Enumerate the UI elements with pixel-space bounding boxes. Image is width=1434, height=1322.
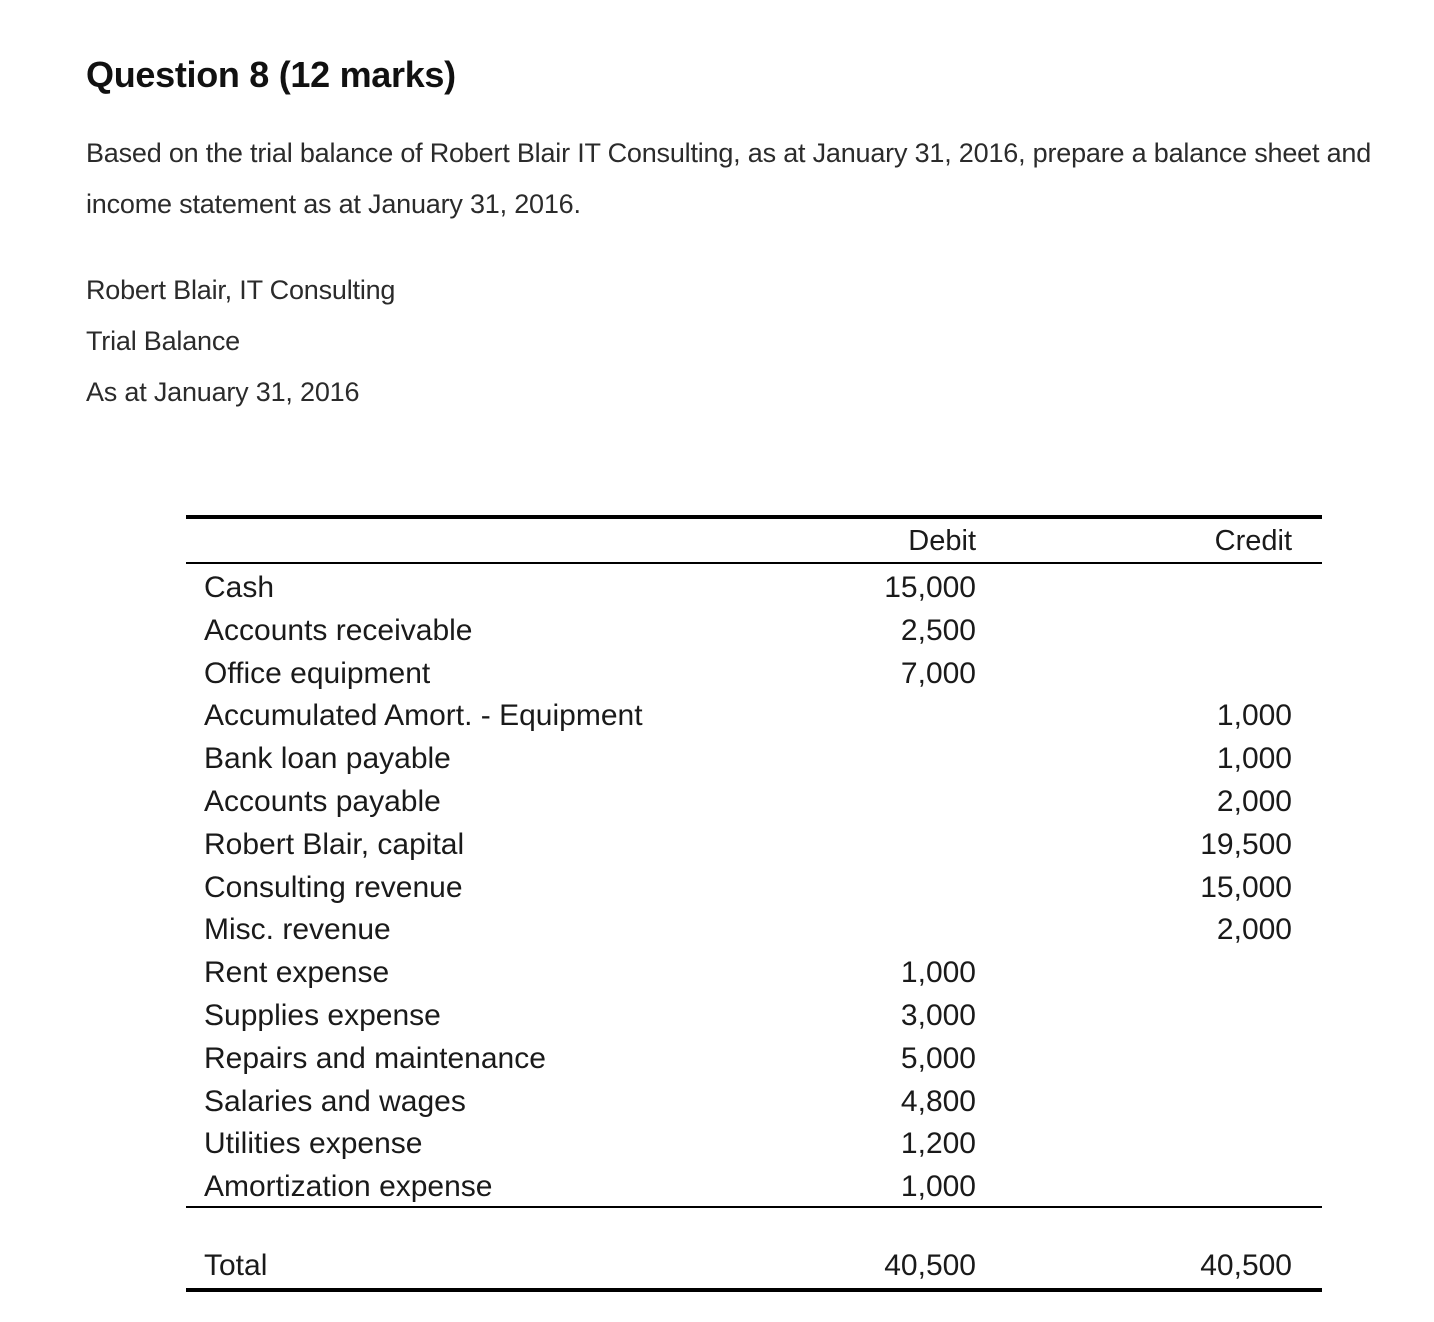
header-rule <box>186 562 1322 564</box>
account-name: Supplies expense <box>204 998 441 1032</box>
debit-amount: 4,800 <box>900 1084 976 1118</box>
account-name: Accounts receivable <box>204 613 473 647</box>
account-name: Accounts payable <box>204 784 441 818</box>
credit-amount: 1,000 <box>1216 742 1292 776</box>
table-bottom-rule <box>186 1288 1322 1292</box>
debit-amount: 7,000 <box>900 656 976 690</box>
credit-amount: 19,500 <box>1200 827 1292 861</box>
table-row <box>186 867 1322 910</box>
table-row <box>186 1038 1322 1081</box>
account-name: Office equipment <box>204 656 431 690</box>
table-row <box>186 952 1322 995</box>
total-label: Total <box>204 1249 268 1282</box>
account-name: Rent expense <box>204 956 390 990</box>
table-row <box>186 1166 1322 1209</box>
table-row <box>186 695 1322 738</box>
statement-date: As at January 31, 2016 <box>86 377 360 407</box>
debit-amount: 15,000 <box>884 571 976 604</box>
credit-amount: 2,000 <box>1216 913 1292 947</box>
table-top-rule <box>186 515 1322 519</box>
table-row <box>186 824 1322 867</box>
account-name: Robert Blair, capital <box>204 827 465 861</box>
credit-amount: 1,000 <box>1216 699 1292 733</box>
table-row <box>186 909 1322 952</box>
total-row <box>186 1246 1322 1286</box>
question-prompt: Based on the trial balance of Robert Blair IT Consulting, as at January 31, 2016, prepare a balance sheet and income statement as at January 31, 2016. <box>86 138 1372 219</box>
debit-amount: 1,200 <box>900 1127 976 1161</box>
credit-amount: 15,000 <box>1200 870 1292 904</box>
debit-amount: 5,000 <box>900 1041 976 1075</box>
account-rows <box>186 567 1322 1209</box>
table-row <box>186 781 1322 824</box>
debit-amount: 1,000 <box>900 1170 976 1204</box>
total-debit: 40,500 <box>884 1249 976 1282</box>
table-row <box>186 653 1322 696</box>
table-row <box>186 1081 1322 1124</box>
table-row <box>186 567 1322 610</box>
debit-amount: 1,000 <box>900 956 976 990</box>
debit-amount: 3,000 <box>900 998 976 1032</box>
credit-column-header: Credit <box>1214 525 1292 557</box>
subtotal-rule <box>186 1206 1322 1208</box>
account-name: Cash <box>204 571 275 604</box>
table-row <box>186 1123 1322 1166</box>
account-name: Utilities expense <box>204 1127 423 1161</box>
account-name: Misc. revenue <box>204 913 391 947</box>
company-name: Robert Blair, IT Consulting <box>86 275 396 305</box>
question-title: Question 8 (12 marks) <box>86 54 456 95</box>
account-name: Consulting revenue <box>204 870 463 904</box>
trial-balance-header <box>86 268 395 421</box>
account-name: Amortization expense <box>204 1170 493 1204</box>
table-row <box>186 995 1322 1038</box>
total-credit: 40,500 <box>1200 1249 1292 1282</box>
debit-amount: 2,500 <box>900 613 976 647</box>
account-name: Accumulated Amort. - Equipment <box>204 699 643 733</box>
table-row <box>186 738 1322 781</box>
account-name: Repairs and maintenance <box>204 1041 546 1075</box>
account-name: Salaries and wages <box>204 1084 466 1118</box>
statement-name: Trial Balance <box>86 326 240 356</box>
debit-column-header: Debit <box>908 525 976 557</box>
credit-amount: 2,000 <box>1216 784 1292 818</box>
account-name: Bank loan payable <box>204 742 451 776</box>
table-row <box>186 610 1322 653</box>
